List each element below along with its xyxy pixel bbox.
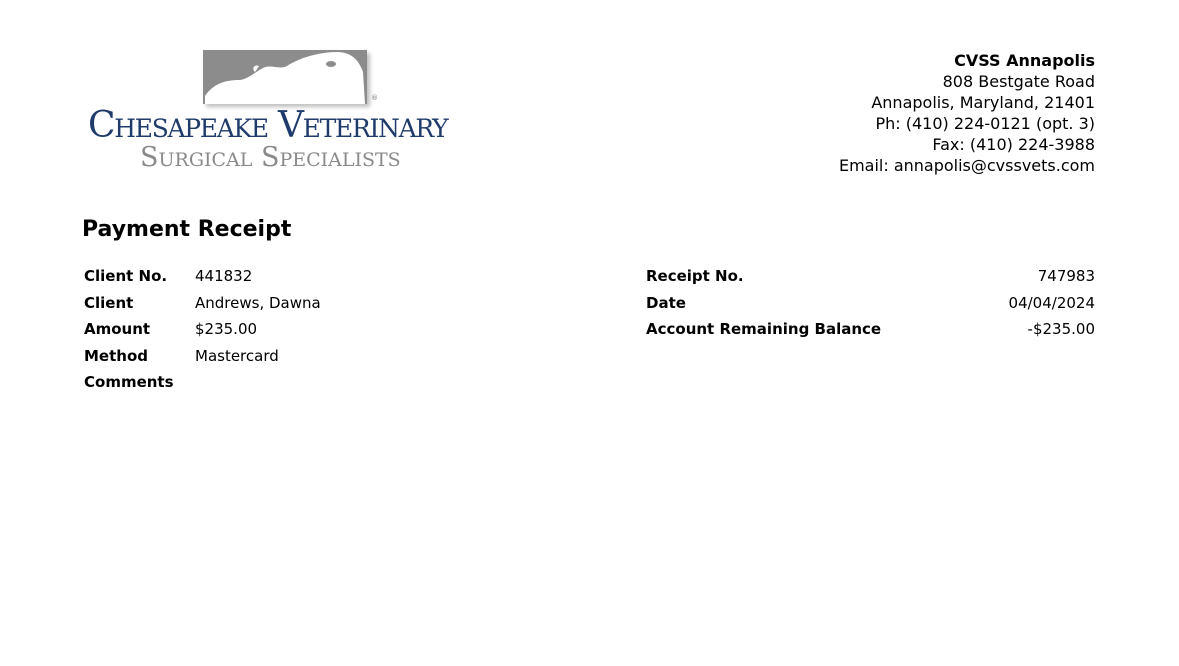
clinic-name: CVSS Annapolis	[954, 51, 1095, 70]
detail-value: Andrews, Dawna	[195, 293, 321, 312]
detail-value: -$235.00	[1027, 320, 1095, 338]
clinic-street: 808 Bestgate Road	[942, 72, 1095, 91]
dog-silhouette-icon	[203, 50, 367, 104]
detail-value: $235.00	[195, 320, 258, 338]
detail-value: 441832	[195, 267, 253, 285]
detail-label: Method	[84, 346, 148, 365]
clinic-fax: Fax: (410) 224-3988	[932, 135, 1095, 154]
clinic-address-block	[839, 50, 1095, 176]
detail-row-date	[646, 292, 1095, 319]
logo-tagline-line: Surgical Specialists	[140, 142, 401, 173]
detail-value: Mastercard	[195, 346, 279, 365]
registered-mark: ®	[371, 94, 378, 102]
detail-row-receipt-no	[646, 265, 1095, 292]
detail-label: Account Remaining Balance	[646, 320, 882, 338]
detail-label: Amount	[84, 320, 151, 338]
detail-value: 04/04/2024	[1008, 293, 1095, 312]
detail-row-remaining-balance	[646, 318, 1095, 345]
detail-label: Client	[84, 293, 134, 312]
detail-label: Date	[646, 293, 686, 312]
receipt-details	[646, 265, 1095, 345]
clinic-city-state-zip: Annapolis, Maryland, 21401	[871, 93, 1095, 112]
detail-label: Receipt No.	[646, 267, 744, 285]
clinic-phone: Ph: (410) 224-0121 (opt. 3)	[875, 114, 1095, 133]
detail-value: 747983	[1037, 267, 1095, 285]
clinic-email: Email: annapolis@cvssvets.com	[838, 156, 1095, 175]
detail-label: Client No.	[84, 267, 168, 285]
clinic-logo	[88, 50, 484, 174]
page-title: Payment Receipt	[82, 217, 292, 242]
logo-name-line: Chesapeake Veterinary	[88, 105, 448, 146]
detail-label: Comments	[84, 373, 174, 391]
